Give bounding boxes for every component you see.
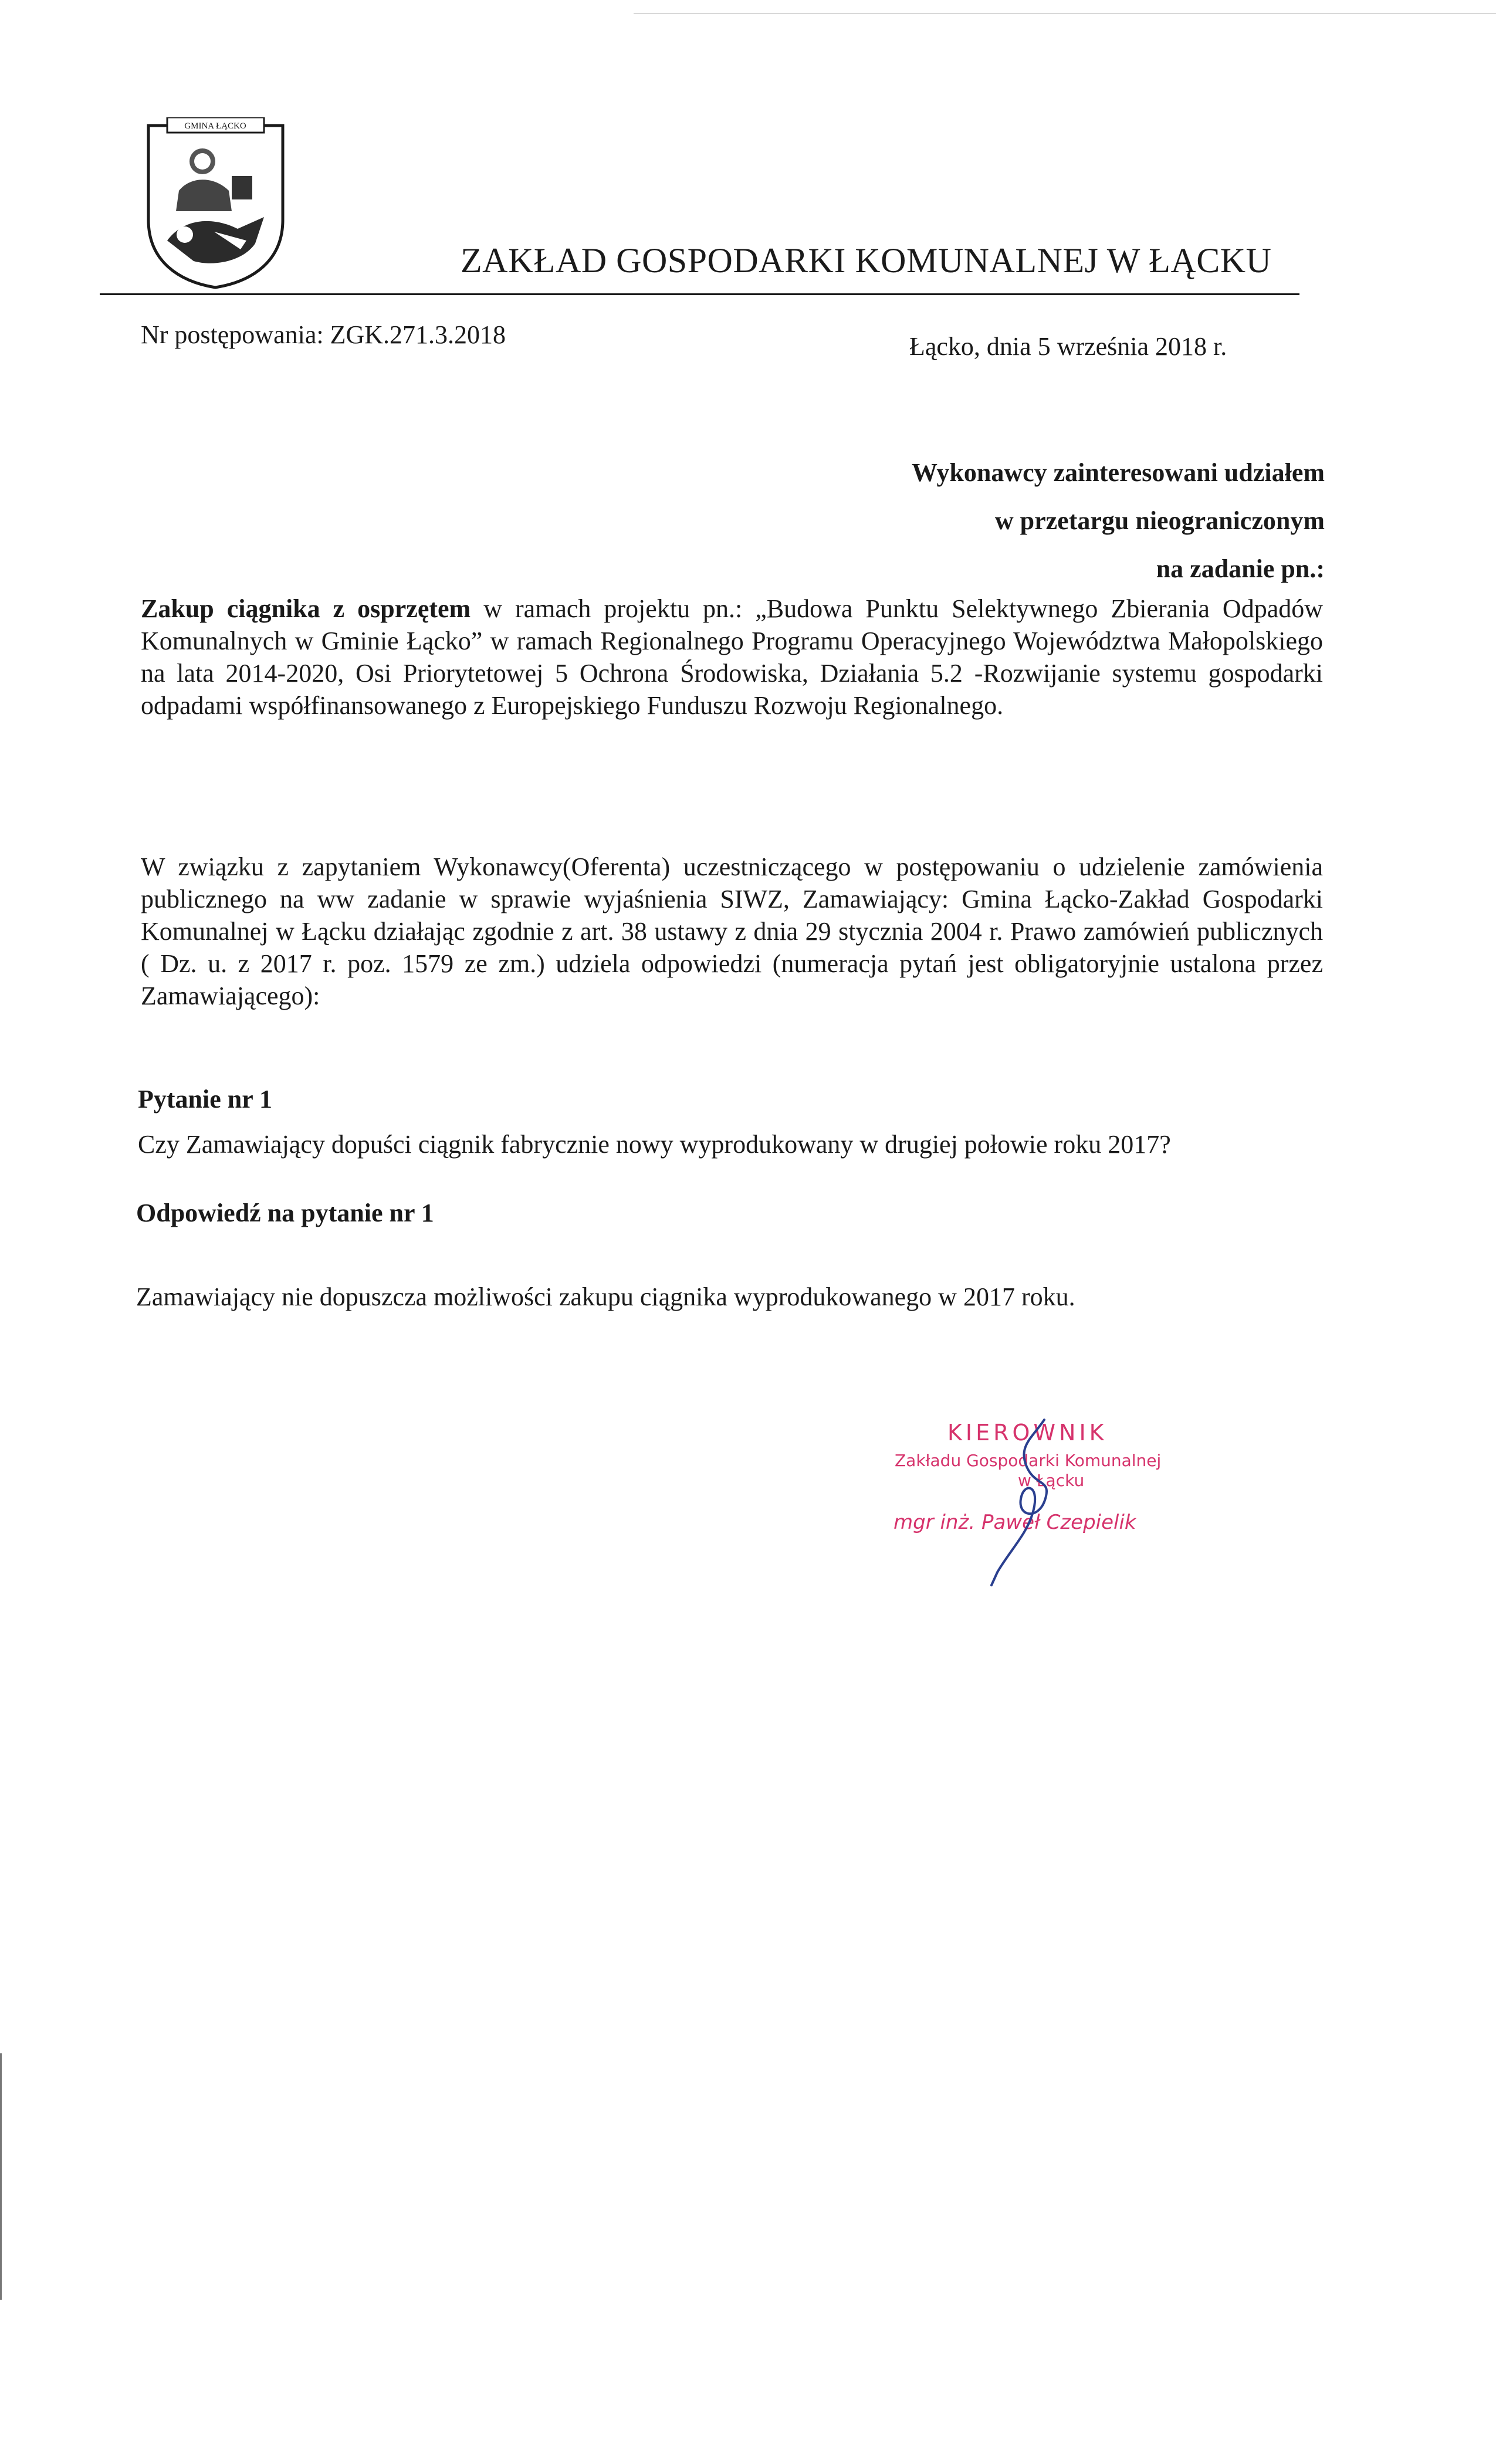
answer-title: Odpowiedź na pytanie nr 1 [136,1199,434,1227]
header-divider [100,293,1299,295]
svg-text:GMINA ŁĄCKO: GMINA ŁĄCKO [184,121,246,131]
municipal-crest-icon [144,117,287,290]
subject-text: w ramach projektu pn.: „Budowa Punktu Selektywnego Zbierania Odpadów Komunalnych w Gminie Łącko” w ramach Regionalnego Programu Operacyjnego Województwa Małopolskiego na lata 2014-2020, Osi Priorytetowej 5 Ochrona Środowiska, Działania 5.2 -Rozwijanie systemu gospodarki odpadami współfinansowanego z Europejskiego Funduszu Rozwoju Regionalnego. [141,594,1323,720]
stamp-title: KIEROWNIK [947,1420,1108,1446]
stamp-name: mgr inż. Paweł Czepielik [893,1511,1136,1534]
recipient-line: w przetargu nieograniczonym [994,506,1325,535]
document-date: Łącko, dnia 5 września 2018 r. [909,332,1227,361]
case-number: Nr postępowania: ZGK.271.3.2018 [141,320,506,349]
stamp-location: w Łącku [1018,1471,1085,1490]
question-text: Czy Zamawiający dopuści ciągnik fabrycznie nowy wyprodukowany w drugiej połowie roku 2017? [138,1130,1171,1159]
scan-edge-line [634,13,1496,14]
page-title: ZAKŁAD GOSPODARKI KOMUNALNEJ W ŁĄCKU [461,241,1272,280]
scan-edge-mark [0,2053,2,2300]
recipient-line: na zadanie pn.: [1156,554,1325,583]
answer-text: Zamawiający nie dopuszcza możliwości zakupu ciągnika wyprodukowanego w 2017 roku. [136,1282,1075,1311]
intro-paragraph: W związku z zapytaniem Wykonawcy(Oferenta) uczestniczącego w postępowaniu o udzielenie zamówienia publicznego na ww zadanie w sprawie wyjaśnienia SIWZ, Zamawiający: Gmina Łącko-Zakład Gospodarki Komunalnej w Łącku działając zgodnie z art. 38 ustawy z dnia 29 stycznia 2004 r. Prawo zamówień publicznych ( Dz. u. z 2017 r. poz. 1579 ze zm.) udziela odpowiedzi (numeracja pytań jest obligatoryjnie ustalona przez Zamawiającego): [141,852,1323,1010]
question-title: Pytanie nr 1 [138,1085,272,1113]
subject-title: Zakup ciągnika z osprzętem [141,594,471,623]
stamp-organization: Zakładu Gospodarki Komunalnej [895,1451,1162,1470]
recipient-block [912,449,1325,593]
subject-paragraph [141,593,1323,722]
handwritten-signature-icon [962,1414,1079,1590]
recipient-line: Wykonawcy zainteresowani udziałem [912,458,1325,487]
